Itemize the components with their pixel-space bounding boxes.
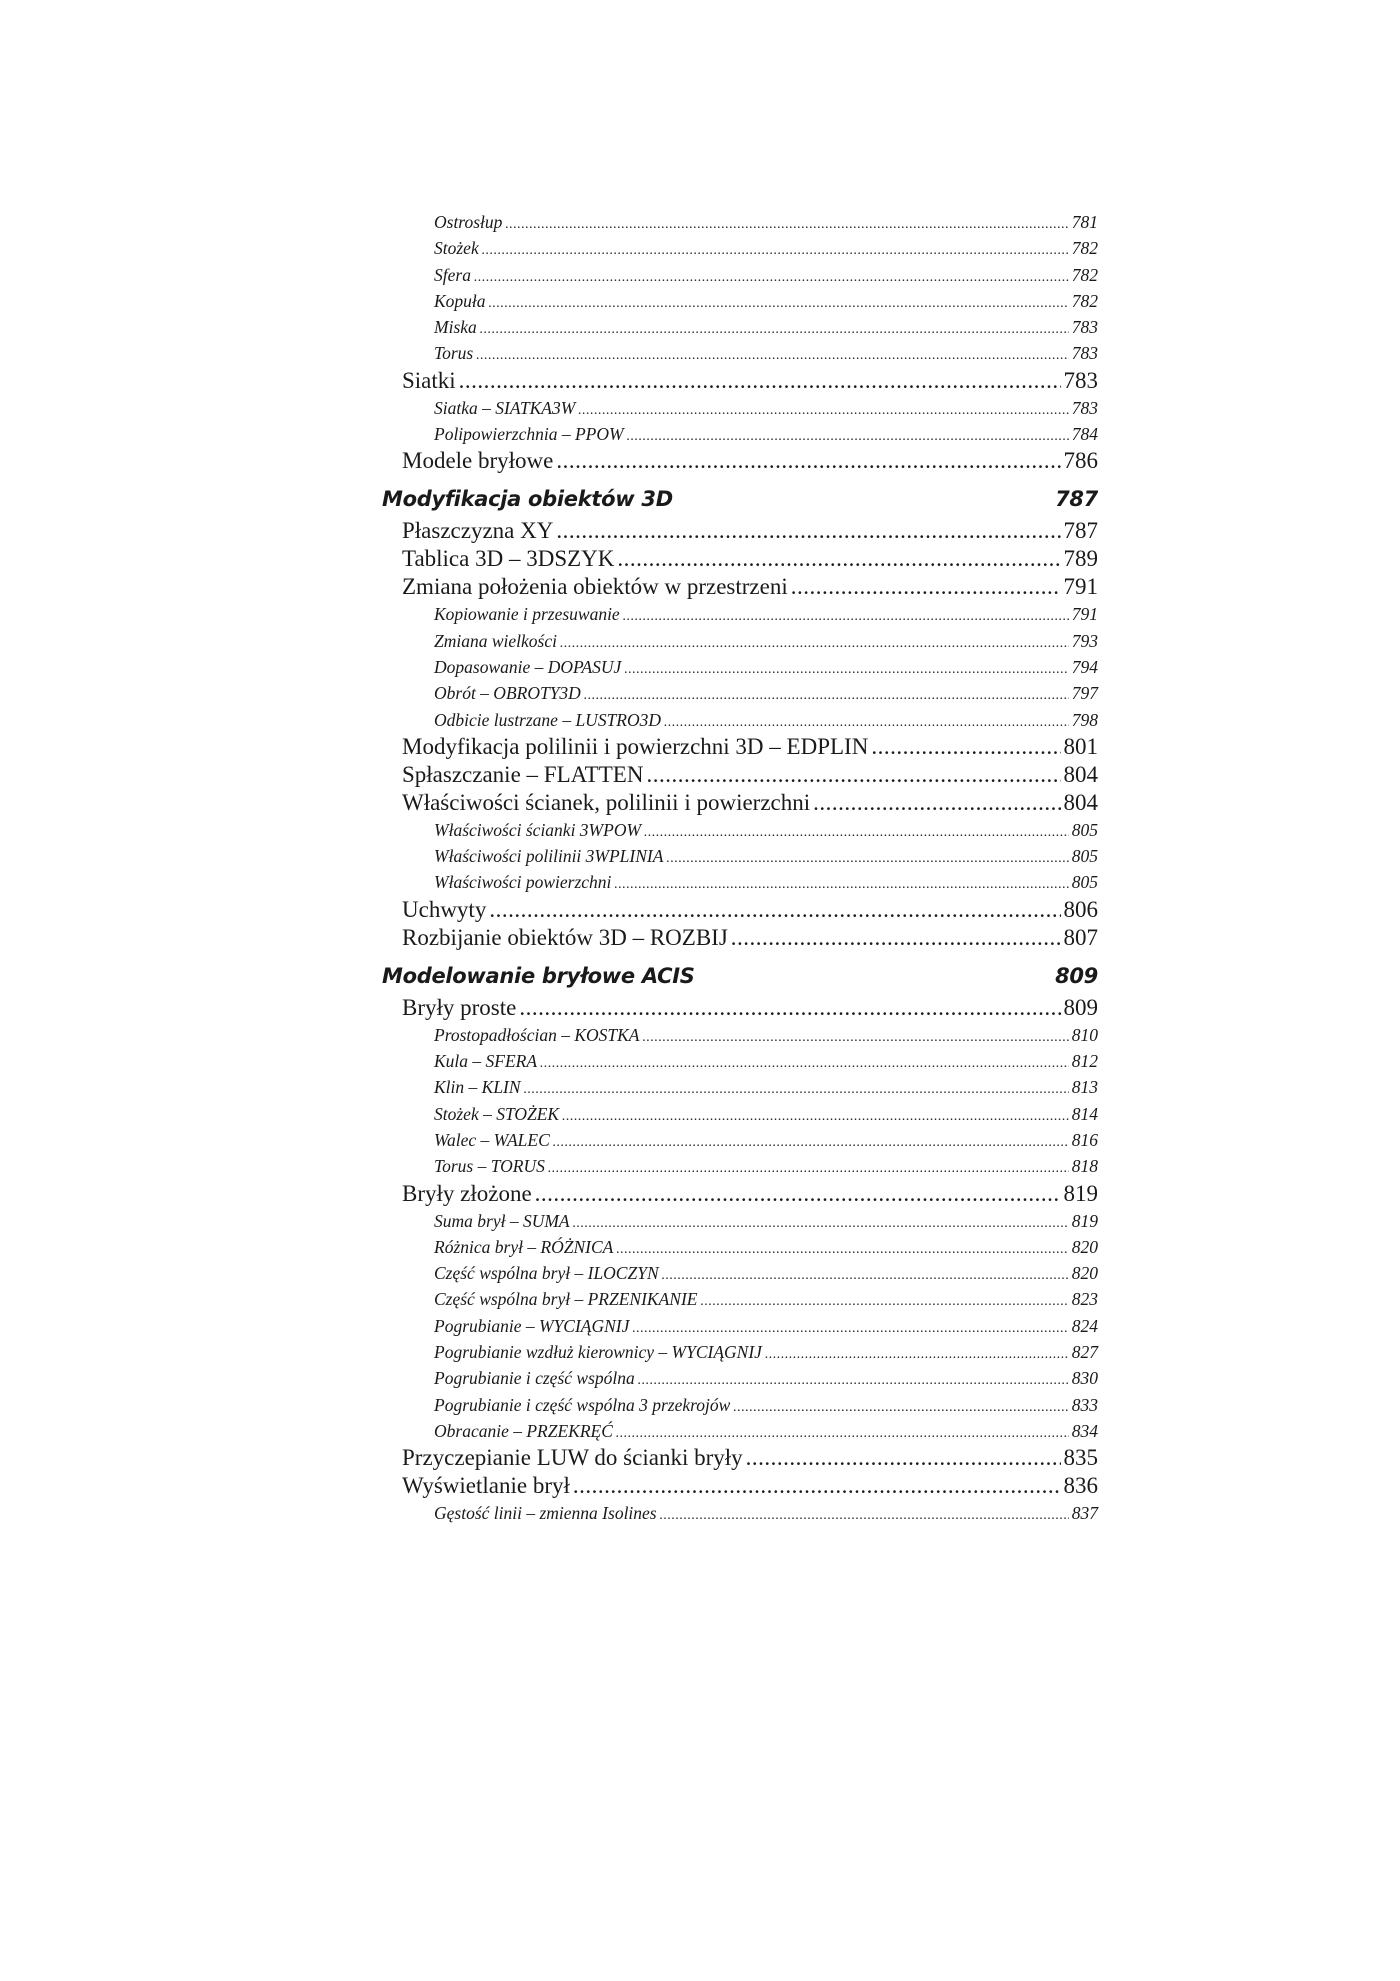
dot-leader [642,1022,1068,1051]
entry-title: Właściwości ścianek, polilinii i powierzchni [402,789,811,815]
entry-title: Dopasowanie – DOPASUJ [434,656,622,677]
toc-section-entry [382,447,1098,475]
dot-leader [664,707,1069,736]
toc-section-entry [382,761,1098,789]
dot-leader [573,1472,1061,1500]
toc-section-entry [382,924,1098,952]
toc-subsection-entry [382,1022,1098,1048]
entry-page-number: 805 [1071,846,1098,867]
dot-leader [666,843,1068,872]
entry-page-number: 791 [1071,604,1098,625]
entry-page-number: 836 [1063,1473,1098,1499]
entry-title: Właściwości ścianki 3WPOW [434,819,642,840]
dot-leader [480,314,1069,343]
entry-title: Suma brył – SUMA [434,1210,570,1231]
dot-leader [644,817,1069,846]
entry-page-number: 814 [1071,1103,1098,1124]
dot-leader [482,235,1069,264]
dot-leader [662,1260,1069,1289]
entry-page-number: 801 [1063,733,1098,759]
toc-subsection-entry [382,1260,1098,1286]
toc-subsection-entry [382,601,1098,627]
dot-leader [459,367,1061,395]
dot-leader [553,1127,1069,1156]
dot-leader [616,1418,1069,1447]
entry-page-number: 783 [1071,397,1098,418]
entry-page-number: 783 [1071,343,1098,364]
entry-title: Torus [434,343,474,364]
toc-subsection-entry [382,1153,1098,1179]
entry-title: Różnica brył – RÓŻNICA [434,1236,614,1257]
entry-page-number: 813 [1071,1077,1098,1098]
toc-section-entry [382,896,1098,924]
dot-leader [556,517,1060,545]
toc-subsection-entry [382,421,1098,447]
chapter-heading [382,485,1098,513]
toc-section-entry [382,1180,1098,1208]
entry-title: Tablica 3D – 3DSZYK [402,546,615,572]
entry-title: Właściwości powierzchni [434,872,612,893]
entry-page-number: 823 [1071,1289,1098,1310]
chapter-page-number: 809 [1055,963,1098,988]
toc-section-entry [382,517,1098,545]
entry-page-number: 804 [1063,789,1098,815]
entry-page-number: 835 [1063,1445,1098,1471]
entry-page-number: 819 [1063,1180,1098,1206]
entry-title: Część wspólna brył – PRZENIKANIE [434,1289,698,1310]
entry-title: Kula – SFERA [434,1051,538,1072]
chapter-title: Modyfikacja obiektów 3D [382,487,673,512]
chapter-title: Modelowanie bryłowe ACIS [382,963,695,988]
toc-subsection-entry [382,262,1098,288]
entry-page-number: 793 [1071,630,1098,651]
entry-title: Sfera [434,264,471,285]
entry-page-number: 789 [1063,546,1098,572]
entry-page-number: 810 [1071,1024,1098,1045]
dot-leader [614,869,1068,898]
dot-leader [535,1180,1061,1208]
chapter-page-number: 787 [1055,487,1098,512]
entry-page-number: 786 [1063,448,1098,474]
table-of-contents [382,209,1098,1527]
entry-page-number: 791 [1063,574,1098,600]
toc-subsection-entry [382,1208,1098,1234]
entry-page-number: 816 [1071,1129,1098,1150]
toc-section-entry [382,994,1098,1022]
entry-title: Stożek – STOŻEK [434,1103,560,1124]
entry-title: Odbicie lustrzane – LUSTRO3D [434,709,662,730]
toc-subsection-entry [382,395,1098,421]
entry-title: Pogrubianie wzdłuż kierownicy – WYCIĄGNIJ [434,1342,762,1363]
entry-page-number: 807 [1063,924,1098,950]
entry-title: Gęstość linii – zmienna Isolines [434,1503,657,1524]
entry-title: Bryły złożone [402,1180,532,1206]
entry-title: Przyczepianie LUW do ścianki bryły [402,1445,743,1471]
entry-title: Stożek [434,238,479,259]
dot-leader [489,288,1069,317]
dot-leader [548,1153,1069,1182]
entry-title: Kopiowanie i przesuwanie [434,604,620,625]
toc-section-entry [382,1472,1098,1500]
entry-page-number: 798 [1071,709,1098,730]
entry-title: Pogrubianie i część wspólna 3 przekrojów [434,1394,731,1415]
toc-subsection-entry [382,869,1098,895]
dot-leader [765,1339,1069,1368]
dot-leader [746,1444,1061,1472]
entry-page-number: 806 [1063,896,1098,922]
chapter-heading [382,962,1098,990]
toc-section-entry [382,573,1098,601]
dot-leader [560,628,1069,657]
entry-title: Część wspólna brył – ILOCZYN [434,1263,659,1284]
entry-title: Walec – WALEC [434,1129,550,1150]
entry-title: Wyświetlanie brył [402,1473,570,1499]
dot-leader [623,601,1069,630]
toc-subsection-entry [382,1048,1098,1074]
toc-subsection-entry [382,340,1098,366]
entry-page-number: 834 [1071,1420,1098,1441]
entry-page-number: 824 [1071,1315,1098,1336]
toc-subsection-entry [382,1234,1098,1260]
entry-title: Obracanie – PRZEKRĘĆ [434,1420,613,1441]
entry-page-number: 782 [1071,290,1098,311]
entry-title: Właściwości polilinii 3WPLINIA [434,846,664,867]
toc-subsection-entry [382,1365,1098,1391]
toc-subsection-entry [382,707,1098,733]
toc-subsection-entry [382,628,1098,654]
entry-page-number: 819 [1071,1210,1098,1231]
entry-page-number: 804 [1063,761,1098,787]
dot-leader [700,1286,1068,1315]
entry-title: Obrót – OBROTY3D [434,683,581,704]
dot-leader [733,1392,1068,1421]
entry-page-number: 833 [1071,1394,1098,1415]
toc-subsection-entry [382,314,1098,340]
toc-subsection-entry [382,209,1098,235]
entry-page-number: 805 [1071,872,1098,893]
toc-subsection-entry [382,680,1098,706]
entry-page-number: 818 [1071,1156,1098,1177]
dot-leader [584,680,1069,709]
dot-leader [578,395,1068,424]
dot-leader [476,340,1069,369]
entry-page-number: 809 [1063,994,1098,1020]
toc-subsection-entry [382,1339,1098,1365]
dot-leader [524,1074,1069,1103]
entry-title: Klin – KLIN [434,1077,521,1098]
toc-subsection-entry [382,1313,1098,1339]
entry-page-number: 783 [1063,367,1098,393]
toc-subsection-entry [382,1286,1098,1312]
dot-leader [562,1101,1069,1130]
toc-subsection-entry [382,1392,1098,1418]
toc-subsection-entry [382,1101,1098,1127]
toc-subsection-entry [382,1500,1098,1526]
dot-leader [731,924,1061,952]
toc-subsection-entry [382,235,1098,261]
dot-leader [638,1365,1069,1394]
entry-title: Rozbijanie obiektów 3D – ROZBIJ [402,924,728,950]
entry-page-number: 797 [1071,683,1098,704]
dot-leader [519,994,1060,1022]
entry-page-number: 787 [1063,518,1098,544]
dot-leader [617,545,1060,573]
entry-page-number: 820 [1071,1236,1098,1257]
entry-title: Modyfikacja polilinii i powierzchni 3D – EDPLIN [402,733,869,759]
dot-leader [627,421,1069,450]
dot-leader [646,761,1060,789]
toc-subsection-entry [382,1127,1098,1153]
entry-title: Modele bryłowe [402,448,554,474]
toc-section-entry [382,733,1098,761]
toc-section-entry [382,545,1098,573]
dot-leader [871,733,1060,761]
dot-leader [660,1500,1069,1529]
dot-leader [813,789,1060,817]
entry-page-number: 784 [1071,424,1098,445]
entry-page-number: 837 [1071,1503,1098,1524]
entry-title: Ostrosłup [434,212,503,232]
toc-subsection-entry [382,817,1098,843]
entry-page-number: 812 [1071,1051,1098,1072]
toc-subsection-entry [382,1418,1098,1444]
toc-subsection-entry [382,654,1098,680]
entry-title: Miska [434,317,477,338]
dot-leader [556,447,1060,475]
entry-title: Płaszczyzna XY [402,518,554,544]
entry-page-number: 827 [1071,1342,1098,1363]
toc-section-entry [382,367,1098,395]
entry-title: Spłaszczanie – FLATTEN [402,761,644,787]
entry-title: Zmiana wielkości [434,630,557,651]
toc-section-entry [382,789,1098,817]
entry-title: Zmiana położenia obiektów w przestrzeni [402,574,788,600]
dot-leader [474,262,1069,291]
entry-title: Siatki [402,367,456,393]
entry-title: Polipowierzchnia – PPOW [434,424,624,445]
toc-subsection-entry [382,843,1098,869]
entry-page-number: 794 [1071,656,1098,677]
dot-leader [616,1234,1068,1263]
toc-subsection-entry [382,1074,1098,1100]
dot-leader [505,209,1068,238]
entry-page-number: 820 [1071,1263,1098,1284]
toc-subsection-entry [382,288,1098,314]
entry-title: Kopuła [434,290,486,311]
entry-title: Prostopadłościan – KOSTKA [434,1024,640,1045]
entry-page-number: 782 [1071,264,1098,285]
entry-page-number: 783 [1071,317,1098,338]
dot-leader [540,1048,1069,1077]
entry-title: Pogrubianie – WYCIĄGNIJ [434,1315,630,1336]
entry-title: Pogrubianie i część wspólna [434,1368,635,1389]
entry-title: Siatka – SIATKA3W [434,397,576,418]
entry-title: Uchwyty [402,896,487,922]
entry-page-number: 830 [1071,1368,1098,1389]
dot-leader [573,1208,1069,1237]
entry-page-number: 781 [1071,212,1098,232]
dot-leader [791,573,1061,601]
dot-leader [632,1313,1068,1342]
dot-leader [624,654,1068,683]
entry-page-number: 805 [1071,819,1098,840]
entry-title: Bryły proste [402,994,517,1020]
entry-page-number: 782 [1071,238,1098,259]
dot-leader [489,896,1060,924]
entry-title: Torus – TORUS [434,1156,545,1177]
toc-section-entry [382,1444,1098,1472]
